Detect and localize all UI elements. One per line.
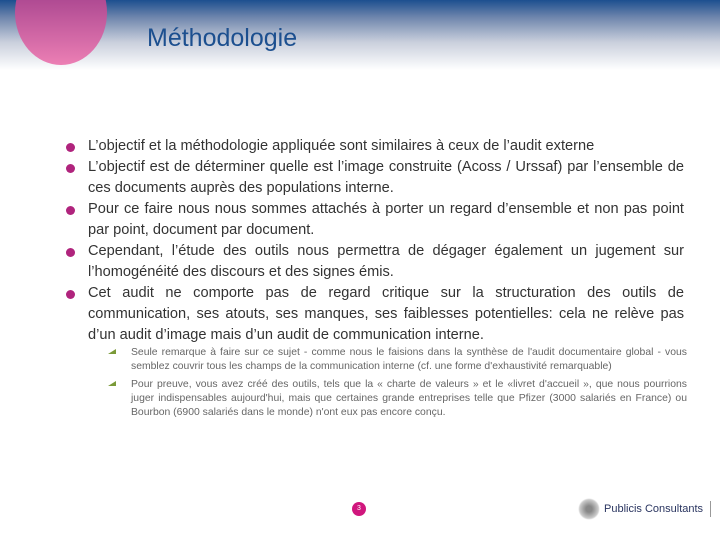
sub-bullet-text: Pour preuve, vous avez créé des outils, tels que la « charte de valeurs » et le «livret d'accueil », que nous pourrions juger indispensables aujourd'hui, mais que certaines grande entreprises telle que Pfizer (3000 salariés en France) ou Bourbon (6900 salariés dans le monde) n'ont eux pas encore conçu. — [131, 379, 687, 418]
bullet-item — [88, 199, 684, 241]
arrow-bullet-icon — [108, 349, 116, 354]
bullet-dot-icon — [66, 248, 75, 257]
bullet-dot-icon — [66, 206, 75, 215]
sub-bullet-item — [131, 346, 687, 374]
sub-bullet-text: Seule remarque à faire sur ce sujet - comme nous le faisions dans la synthèse de l'audit documentaire global - vous semblez couvrir tous les champs de la communication interne (cf. une forme d'exhaustivité remarquable) — [131, 347, 687, 372]
bullet-text: L’objectif et la méthodologie appliquée sont similaires à ceux de l’audit externe — [88, 138, 595, 154]
publicis-logo — [578, 498, 711, 520]
bullet-text: L’objectif est de déterminer quelle est l’image construite (Acoss / Urssaf) par l’ensemble de ces documents auprès des populations interne. — [88, 159, 684, 196]
bullet-item — [88, 283, 684, 346]
bullet-dot-icon — [66, 164, 75, 173]
slide-title: Méthodologie — [147, 24, 298, 52]
arrow-bullet-icon — [108, 381, 116, 386]
sun-logo-icon — [578, 498, 600, 520]
bullet-dot-icon — [66, 290, 75, 299]
bullet-text: Cependant, l’étude des outils nous permettra de dégager également un jugement sur l’homogénéité des discours et des signes émis. — [88, 243, 684, 280]
bullet-text: Cet audit ne comporte pas de regard critique sur la structuration des outils de communication, ses atouts, ses manques, ses faiblesses potentielles: cela ne relève pas d’un audit d’image mais d’un audit de communication interne. — [88, 285, 684, 343]
bullet-dot-icon — [66, 143, 75, 152]
bullet-item — [88, 136, 684, 157]
bullet-text: Pour ce faire nous nous sommes attachés à porter un regard d’ensemble et non pas point par point, document par document. — [88, 201, 684, 238]
bullet-list — [88, 136, 684, 346]
header-band — [0, 0, 720, 70]
logo-text: Publicis Consultants — [604, 503, 704, 515]
page-number: 3 — [352, 502, 366, 516]
bullet-item — [88, 241, 684, 283]
sub-bullet-list — [131, 346, 687, 424]
sub-bullet-item — [131, 378, 687, 420]
bullet-item — [88, 157, 684, 199]
divider — [710, 501, 711, 517]
